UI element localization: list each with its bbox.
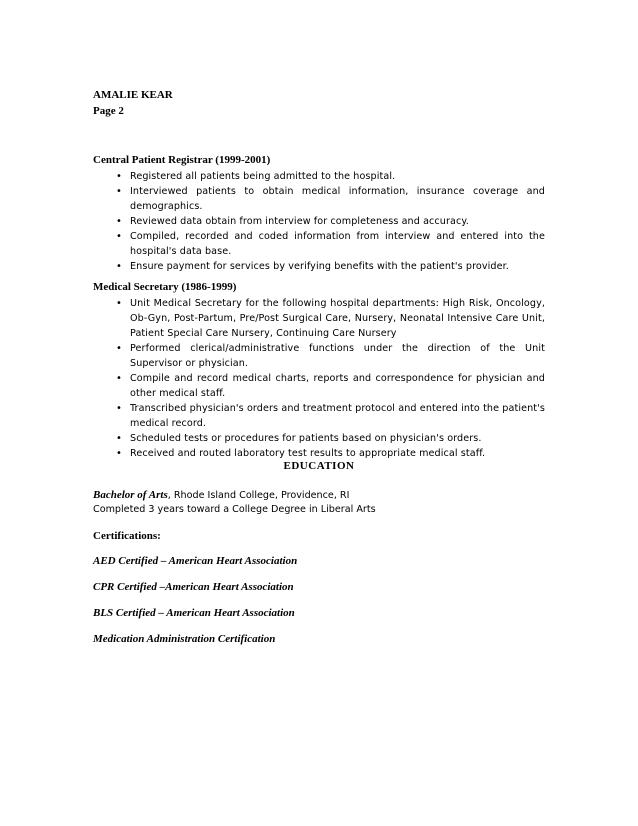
certifications-label: Certifications: bbox=[93, 530, 161, 542]
bullet-icon: • bbox=[116, 186, 122, 197]
certification-aed: AED Certified – American Heart Association bbox=[93, 555, 298, 567]
list-item: • Scheduled tests or procedures for patients based on physician's orders. bbox=[116, 433, 482, 444]
bullet-icon: • bbox=[116, 343, 122, 354]
degree-completed: Completed 3 years toward a College Degree in Liberal Arts bbox=[93, 504, 376, 515]
page-number: Page 2 bbox=[93, 105, 124, 117]
education-heading: EDUCATION bbox=[283, 460, 355, 472]
certification-cpr: CPR Certified –American Heart Association bbox=[93, 581, 294, 593]
list-item: • Received and routed laboratory test results to appropriate medical staff. bbox=[116, 448, 486, 459]
bullet-icon: • bbox=[116, 261, 122, 272]
bullet-icon: • bbox=[116, 171, 122, 182]
certification-medication: Medication Administration Certification bbox=[93, 633, 276, 645]
job-title-medical-secretary: Medical Secretary (1986-1999) bbox=[93, 281, 237, 293]
bullet-icon: • bbox=[116, 298, 122, 309]
degree-school: , Rhode Island College, Providence, RI bbox=[167, 490, 350, 501]
list-item: • Transcribed physician's orders and treatment protocol and entered into the patient's medical record. bbox=[116, 403, 545, 429]
bullet-icon: • bbox=[116, 433, 122, 444]
job-title-registrar: Central Patient Registrar (1999-2001) bbox=[93, 154, 271, 166]
list-item: • Interviewed patients to obtain medical information, insurance coverage and demographics. bbox=[116, 186, 545, 212]
list-item: • Reviewed data obtain from interview for completeness and accuracy. bbox=[116, 216, 469, 227]
bullet-icon: • bbox=[116, 448, 122, 459]
bullet-icon: • bbox=[116, 216, 122, 227]
job-bullets-medical-secretary bbox=[93, 296, 545, 461]
list-item: • Compiled, recorded and coded information from interview and entered into the hospital's data base. bbox=[116, 231, 545, 257]
certification-bls: BLS Certified – American Heart Association bbox=[93, 607, 295, 619]
candidate-name: AMALIE KEAR bbox=[93, 89, 173, 101]
list-item: • Ensure payment for services by verifying benefits with the patient's provider. bbox=[116, 261, 509, 272]
degree-line bbox=[93, 488, 349, 503]
bullet-icon: • bbox=[116, 231, 122, 242]
bullet-icon: • bbox=[116, 403, 122, 414]
list-item: • Registered all patients being admitted to the hospital. bbox=[116, 171, 396, 182]
list-item: • Unit Medical Secretary for the following hospital departments: High Risk, Oncology, Ob-Gyn, Post-Partum, Pre/Post Surgical Care, Nursery, Neonatal Intensive Care Unit, Patient Special Care Nursery, Continuing Care Nursery bbox=[116, 298, 545, 339]
list-item: • Compile and record medical charts, reports and correspondence for physician and other medical staff. bbox=[116, 373, 545, 399]
job-bullets-registrar bbox=[93, 169, 545, 274]
bullet-icon: • bbox=[116, 373, 122, 384]
list-item: • Performed clerical/administrative functions under the direction of the Unit Supervisor or physician. bbox=[116, 343, 545, 369]
degree-name: Bachelor of Arts bbox=[93, 489, 168, 501]
